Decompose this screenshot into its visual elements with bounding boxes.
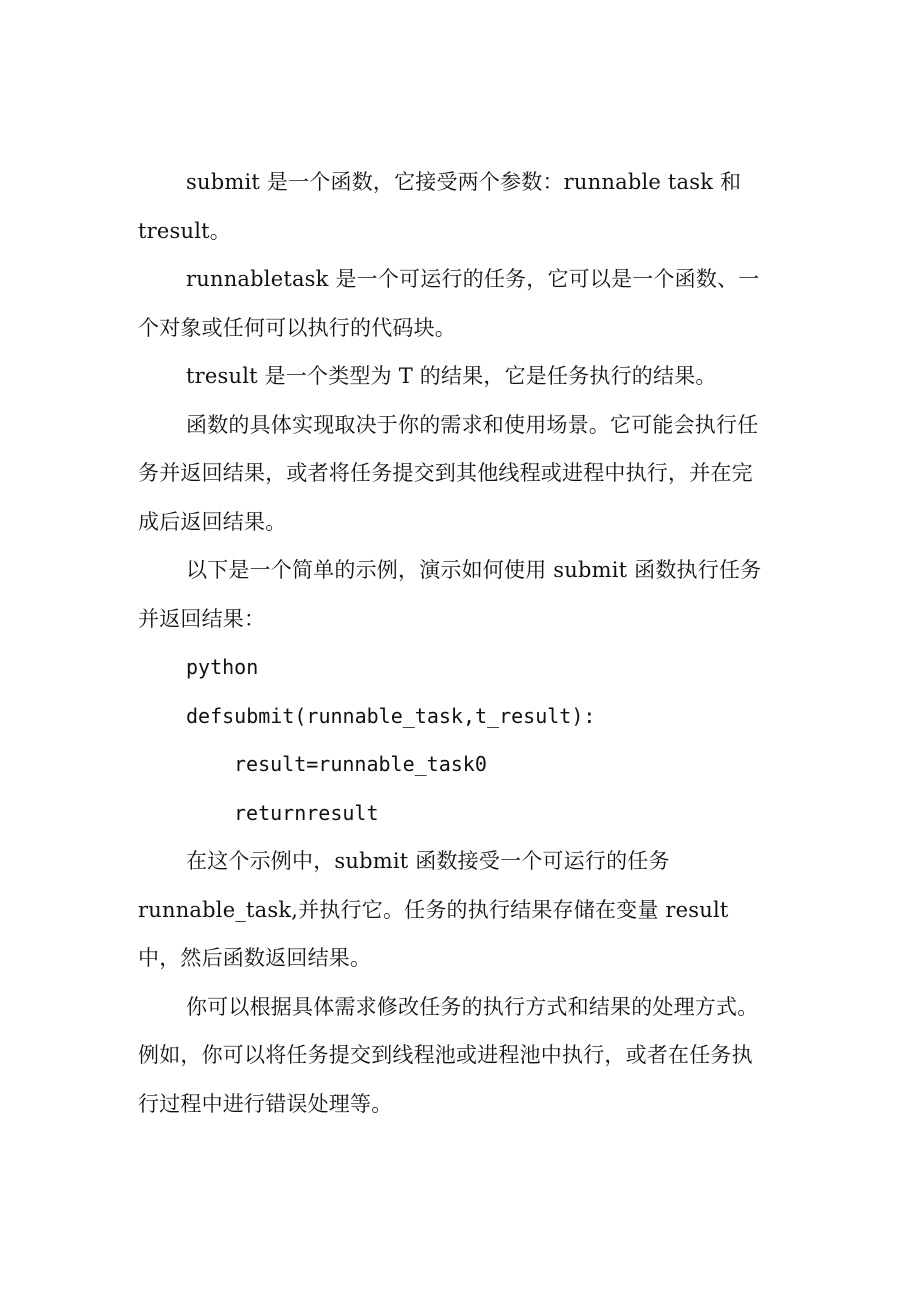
paragraph-submit-definition: submit 是一个函数，它接受两个参数：runnable task 和 tresult。 [138, 170, 742, 243]
paragraph-modification-note: 你可以根据具体需求修改任务的执行方式和结果的处理方式。例如，你可以将任务提交到线程池或进程池中执行，或者在任务执行过程中进行错误处理等。 [138, 994, 759, 1116]
document-body [138, 158, 762, 1128]
paragraph-example-explanation: 在这个示例中，submit 函数接受一个可运行的任务 runnable_task,并执行它。任务的执行结果存储在变量 result 中，然后函数返回结果。 [138, 849, 729, 970]
paragraph-tresult: tresult 是一个类型为 T 的结果，它是任务执行的结果。 [186, 364, 717, 388]
paragraph-implementation: 函数的具体实现取决于你的需求和使用场景。它可能会执行任务并返回结果，或者将任务提交到其他线程或进程中执行，并在完成后返回结果。 [138, 412, 759, 534]
code-language-label: python [186, 655, 259, 679]
code-def-line: defsubmit(runnable_task,t_result): [186, 703, 596, 728]
code-return-line: returnresult [234, 800, 379, 825]
paragraph-runnabletask: runnabletask 是一个可运行的任务，它可以是一个函数、一个对象或任何可以执行的代码块。 [138, 267, 760, 340]
paragraph-example-intro: 以下是一个简单的示例，演示如何使用 submit 函数执行任务并返回结果： [138, 558, 762, 631]
code-result-line: result=runnable_task0 [234, 752, 487, 776]
